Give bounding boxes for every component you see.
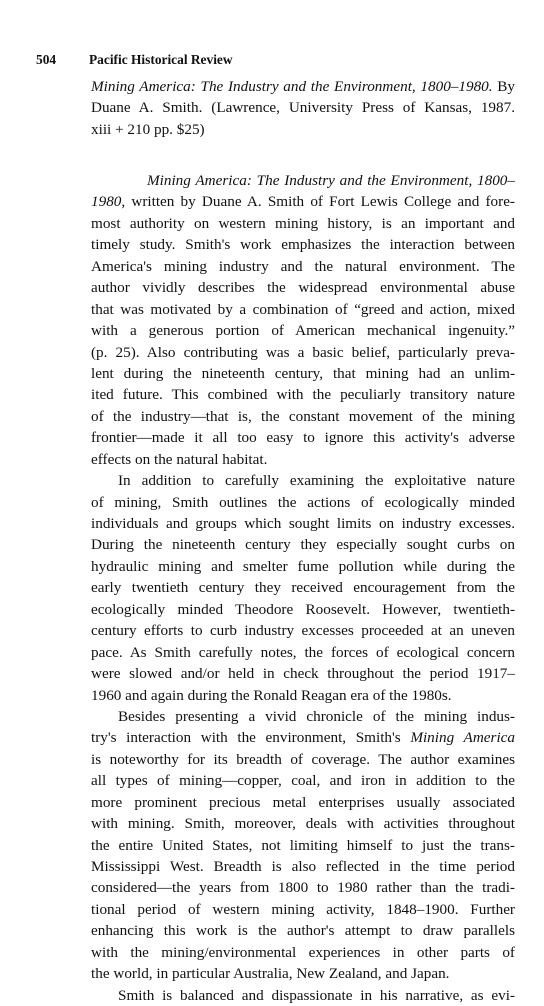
body-line: America's mining industry and the natural environment. The (91, 257, 515, 275)
body-line: 1980, written by Duane A. Smith of Fort Lewis College and fore- (91, 193, 515, 211)
body-line: with a generous portion of American mechanical ingenuity.” (91, 322, 515, 340)
body-line: early twentieth century they received encouragement from the (91, 579, 515, 597)
book-title: Mining America (410, 729, 515, 747)
body-line: more prominent precious metal enterprises usually associated (91, 793, 515, 811)
citation-line: Mining America: The Industry and the Environment, 1800–1980. By (91, 78, 515, 95)
body-line: were slowed and/or held in check throughout the period 1917– (91, 665, 515, 683)
body-line: pace. As Smith carefully notes, the forces of ecological concern (91, 643, 515, 661)
body-line: the entire United States, not limiting himself to just the trans- (91, 836, 515, 854)
body-line: most authority on western mining history, is an important and (91, 214, 515, 232)
body-line: Besides presenting a vivid chronicle of the mining indus- (118, 707, 515, 725)
body-line: (p. 25). Also contributing was a basic belief, particularly preva- (91, 343, 515, 361)
body-line: hydraulic mining and smelter fume pollution while during the (91, 557, 515, 575)
body-line: enhancing this work is the author's attempt to draw parallels (91, 922, 515, 940)
citation-line: Duane A. Smith. (Lawrence, University Press of Kansas, 1987. (91, 99, 515, 117)
body-line: lent during the nineteenth century, that mining had an unlim- (91, 364, 515, 382)
book-title: Mining America: The Industry and the Environment, 1800–1980. (91, 78, 493, 95)
body-line: 1960 and again during the Ronald Reagan era of the 1980s. (91, 686, 452, 704)
journal-title: Pacific Historical Review (89, 52, 233, 67)
body-line: that was motivated by a combination of “greed and action, mixed (91, 300, 515, 318)
body-line: of the industry—that is, the constant movement of the mining (91, 407, 515, 425)
body-line: of mining, Smith outlines the actions of ecologically minded (91, 493, 515, 511)
citation-line: xiii + 210 pp. $25) (91, 120, 205, 138)
body-line: with mining. Smith, moreover, deals with activities throughout (91, 815, 515, 833)
body-line: tional period of western mining activity, 1848–1900. Further (91, 900, 515, 918)
body-line: all types of mining—copper, coal, and iron in addition to the (91, 772, 515, 790)
review-body (91, 170, 515, 1006)
page-number: 504 (36, 52, 57, 67)
body-line: During the nineteenth century they especially sought curbs on (91, 536, 515, 554)
body-line: try's interaction with the environment, Smith's Mining America (91, 729, 515, 747)
body-line: with the mining/environmental experiences in other parts of (91, 943, 515, 961)
body-line: Smith is balanced and dispassionate in his narrative, as evi- (118, 986, 515, 1004)
book-title: Mining America: The Industry and the Environment, 1800– (147, 172, 515, 189)
body-line (91, 170, 515, 191)
body-line: is noteworthy for its breadth of coverage. The author examines (91, 750, 515, 768)
body-line: In addition to carefully examining the exploitative nature (118, 472, 515, 490)
body-line: considered—the years from 1800 to 1980 rather than the tradi- (91, 879, 515, 897)
body-line: century efforts to curb industry excesses proceeded at an uneven (91, 622, 515, 640)
body-line: ecologically minded Theodore Roosevelt. However, twentieth- (91, 600, 515, 618)
body-line: effects on the natural habitat. (91, 450, 268, 468)
body-line: frontier—made it all too easy to ignore this activity's adverse (91, 429, 515, 447)
body-line: the world, in particular Australia, New Zealand, and Japan. (91, 965, 450, 983)
running-head (36, 52, 233, 68)
book-citation (91, 76, 515, 140)
body-line: timely study. Smith's work emphasizes the interaction between (91, 236, 515, 254)
body-line: Mississippi West. Breadth is also reflected in the time period (91, 858, 515, 875)
body-line: individuals and groups which sought limits on industry excesses. (91, 515, 515, 532)
body-line: ited future. This combined with the peculiarly transitory nature (91, 386, 515, 404)
body-line: author vividly describes the widespread environmental abuse (91, 279, 515, 297)
